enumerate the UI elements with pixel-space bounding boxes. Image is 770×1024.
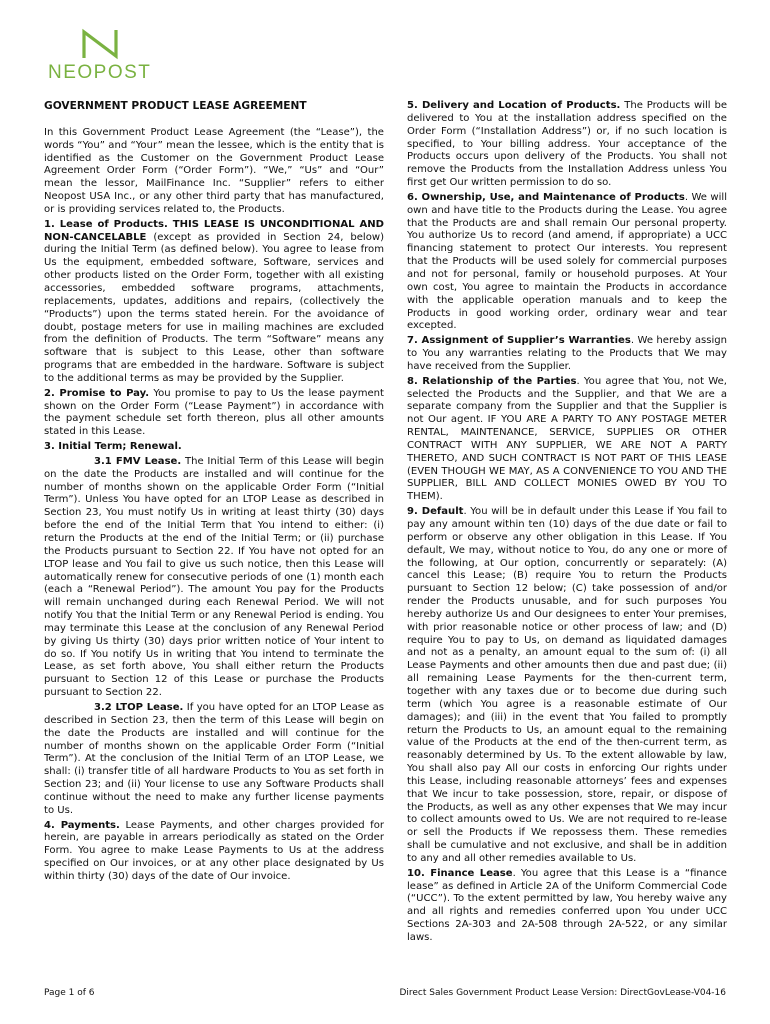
- section-1-heading: 1. Lease of Products. THIS LEASE IS UNCONDITIONAL AND NON-CANCELABLE: [44, 218, 384, 243]
- section-1: [44, 219, 384, 386]
- section-6-body: . We will own and have title to the Products during the Lease. You agree that the Products are and shall remain Our personal property. You authorize Us to record (and amend, if appropriate) a UCC financing statement to protect Our interests. You represent that the Products will be used solely for commercial purposes and not for personal, family or household purposes. At Your own cost, You agree to maintain the Products in accordance with the applicable operation manuals and to keep the Products in good working order, ordinary wear and tear excepted.: [407, 191, 728, 332]
- section-9: [407, 506, 727, 866]
- section-6-heading: 6. Ownership, Use, and Maintenance of Products: [407, 191, 685, 203]
- section-3-2: [44, 702, 384, 818]
- section-7-heading: 7. Assignment of Supplier’s Warranties: [407, 335, 631, 347]
- section-10-body: . You agree that this Lease is a “finance lease” as defined in Article 2A of the Uniform Commercial Code (“UCC”). To the extent permitted by law, You hereby waive any and all rights and remedies conferred upon You under UCC Sections 2A-303 and 2A-508 through 2A-522, or any similar laws.: [407, 867, 727, 943]
- section-3: [44, 441, 384, 454]
- section-2-body: You promise to pay to Us the lease payment shown on the Order Form (“Lease Payment”) in accordance with the payment schedule set forth thereon, plus all other amounts stated in this Lease.: [44, 387, 384, 438]
- neopost-n-logo-icon: [78, 28, 122, 60]
- section-9-heading: 9. Default: [407, 506, 464, 518]
- section-3-2-heading: 3.2 LTOP Lease.: [94, 701, 184, 713]
- section-10: [407, 868, 727, 945]
- document-version: Direct Sales Government Product Lease Version: DirectGovLease-V04-16: [399, 988, 726, 998]
- right-column: [407, 100, 727, 947]
- page-number: Page 1 of 6: [44, 988, 95, 998]
- section-8: [407, 376, 727, 504]
- section-8-heading: 8. Relationship of the Parties: [407, 375, 577, 387]
- section-3-1-body: The Initial Term of this Lease will begin on the date the Products are installed and will continue for the number of months shown on the applicable Order Form (“Initial Term”). Unless You have opted for an LTOP Lease as described in Section 23, You must notify Us in writing at least thirty (30) days before the end of the Initial Term that You intend to either: (i) return the Products at the end of the Initial Term; or (ii) purchase the Products pursuant to Section 22. If You have not opted for an LTOP lease and You fail to give us such notice, then this Lease will automatically renew for consecutive periods of one (1) month each (each a “Renewal Period”). The amount You pay for the Products will remain unchanged during each Renewal Period. We will not notify You that the Initial Term or any Renewal Period is ending. You may terminate this Lease at the conclusion of any Renewal Period by giving Us thirty (30) days prior written notice of Your intent to do so. If You notify Us in writing that You intend to terminate the Lease, as set forth above, You shall either return the Products pursuant to Section 12 of this Lease or purchase the Products pursuant to Section 22.: [44, 455, 385, 699]
- section-2-heading: 2. Promise to Pay.: [44, 387, 150, 399]
- section-6: [407, 192, 727, 333]
- section-1-body: (except as provided in Section 24, below) during the Initial Term (as defined below). You agree to lease from Us the equipment, embedded software, Software, services and other products listed on the Order Form, together with all existing accessories, embedded software programs, attachments, replacements, updates, additions and repairs, (collectively the “Products”) upon the terms stated herein. For the avoidance of doubt, postage meters for use in mailing machines are excluded from the definition of Products. The term “Software” means any software that is subject to this Lease, other than software programs that are embedded in the hardware. Software is subject to the additional terms as may be provided by the Supplier.: [44, 231, 384, 384]
- left-column: [44, 100, 384, 886]
- section-4: [44, 820, 384, 884]
- brand-name: NEOPOST: [48, 62, 152, 83]
- section-5: [407, 100, 727, 190]
- section-3-1-heading: 3.1 FMV Lease.: [94, 455, 182, 467]
- section-3-1: [44, 456, 384, 700]
- section-10-heading: 10. Finance Lease: [407, 867, 513, 879]
- section-9-body: . You will be in default under this Lease if You fail to pay any amount within ten (10) days of the due date or fail to perform or observe any other obligation in this Lease. If You default, We may, without notice to You, do any one or more of the following, at Our option, concurrently or separately: (A) cancel this Lease; (B) require You to return the Products pursuant to Section 12 below; (C) take possession of and/or render the Products unusable, and for such purposes You hereby authorize Us and Our designees to enter Your premises, with prior reasonable notice or other process of law; and (D) require You to pay to Us, on demand as liquidated damages and not as a penalty, an amount equal to the sum of: (i) all Lease Payments and other amounts then due and past due; (ii) all remaining Lease Payments for the then-current term, together with any taxes due or to become due during such term (which You agree is a reasonable estimate of Our damages); and (iii) in the event that You failed to promptly return the Products to Us, an amount equal to the remaining value of the Products at the end of the then-current term, as reasonably determined by Us. To the extent allowable by law, You shall also pay All our costs in enforcing Our rights under this Lease, including reasonable attorneys’ fees and expenses that We incur to take possession, store, repair, or dispose of the Products, as well as any other expenses that We may incur to collect amounts owed to Us. We are not required to re-lease or sell the Products if We repossess them. These remedies shall be cumulative and not exclusive, and shall be in addition to any and all other remedies available to Us.: [407, 506, 727, 864]
- section-3-2-body: If you have opted for an LTOP Lease as described in Section 23, then the term of this Lease will begin on the date the Products are installed and will continue for the number of months shown on the applicable Order Form (“Initial Term”). At the conclusion of the Initial Term of an LTOP Lease, we shall: (i) transfer title of all hardware Products to You as set forth in Section 23; and (ii) Your license to use any Software Products shall continue without the need to make any further license payments to Us.: [44, 701, 384, 816]
- section-4-body: Lease Payments, and other charges provided for herein, are payable in arrears periodically as stated on the Order Form. You agree to make Lease Payments to Us at the address specified on Our invoices, or at any other place designated by Us within thirty (30) days of the date of Our invoice.: [44, 819, 385, 882]
- section-7-body: . We hereby assign to You any warranties relating to the Products that We may have received from the Supplier.: [407, 335, 727, 372]
- section-3-heading: 3. Initial Term; Renewal.: [44, 441, 182, 453]
- section-8-body: . You agree that You, not We, selected the Products and the Supplier, and that We are a separate company from the Supplier and that the Supplier is not Our agent. IF YOU ARE A PARTY TO ANY POSTAGE METER RENTAL, MAINTENANCE, SERVICE, SUPPLIES OR OTHER CONTRACT WITH ANY SUPPLIER, WE ARE NOT A PARTY THERETO, AND SUCH CONTRACT IS NOT PART OF THIS LEASE (EVEN THOUGH WE MAY, AS A CONVENIENCE TO YOU AND THE SUPPLIER, BILL AND COLLECT MONIES OWED BY YOU TO THEM).: [407, 375, 727, 503]
- section-2: [44, 388, 384, 439]
- section-5-body: The Products will be delivered to You at the installation address specified on the Order Form (“Installation Address”) or, if no such location is specified, to Your billing address. Your acceptance of the Products occurs upon delivery of the Products. You shall not remove the Products from the Installation Address unless You first get Our written permission to do so.: [407, 100, 728, 189]
- section-5-heading: 5. Delivery and Location of Products.: [407, 100, 621, 111]
- section-7: [407, 335, 727, 374]
- neopost-logo: [44, 28, 154, 84]
- section-4-heading: 4. Payments.: [44, 819, 120, 831]
- document-title: GOVERNMENT PRODUCT LEASE AGREEMENT: [44, 100, 307, 112]
- intro-paragraph: In this Government Product Lease Agreement (the “Lease”), the words “You” and “Your” mean the lessee, which is the entity that is identified as the Customer on the Government Product Lease Agreement Order Form (“Order Form”). “We,” “Us” and “Our” mean the lessor, MailFinance Inc. “Supplier” refers to either Neopost USA Inc., or any other third party that has manufactured, or is providing services related to, the Products.: [44, 126, 384, 215]
